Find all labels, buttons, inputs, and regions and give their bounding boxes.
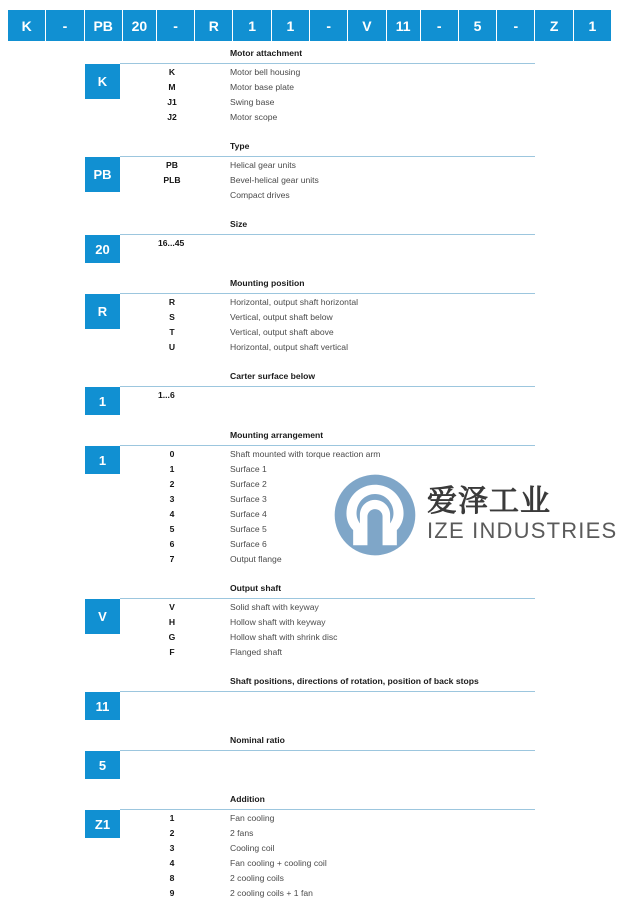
option-code: K xyxy=(168,67,176,77)
option-row xyxy=(0,112,619,127)
option-code: 1 xyxy=(169,464,175,474)
section-divider xyxy=(120,809,535,810)
option-row xyxy=(0,602,619,617)
option-row xyxy=(0,160,619,175)
section-divider xyxy=(120,386,535,387)
section-badge: R xyxy=(85,294,120,329)
section-divider xyxy=(120,156,535,157)
section-title: Shaft positions, directions of rotation, position of back stops xyxy=(230,676,479,686)
option-row xyxy=(0,539,619,554)
option-description: Fan cooling xyxy=(230,813,275,823)
option-description: Shaft mounted with torque reaction arm xyxy=(230,449,381,459)
section-title: Carter surface below xyxy=(230,371,316,381)
option-code: PLB xyxy=(163,175,181,185)
option-description: Surface 4 xyxy=(230,509,267,519)
option-code: V xyxy=(169,602,175,612)
option-code: 2 xyxy=(169,479,175,489)
option-code: 0 xyxy=(169,449,175,459)
code-cell-0: K xyxy=(8,10,45,41)
code-cell-11: - xyxy=(421,10,458,41)
option-description: Vertical, output shaft below xyxy=(230,312,333,322)
section-title: Mounting position xyxy=(230,278,305,288)
section-divider xyxy=(120,691,535,692)
option-row xyxy=(0,632,619,647)
code-cell-13: - xyxy=(497,10,534,41)
option-row xyxy=(0,509,619,524)
section-divider xyxy=(120,598,535,599)
product-code-bar xyxy=(8,10,611,41)
section-title: Size xyxy=(230,219,248,229)
watermark-english: IZE INDUSTRIES xyxy=(427,517,618,543)
option-code: 6 xyxy=(169,539,175,549)
option-code: 16...45 xyxy=(158,238,185,248)
option-code: R xyxy=(168,297,176,307)
section-badge: 5 xyxy=(85,751,120,779)
option-description: Motor base plate xyxy=(230,82,295,92)
option-code: H xyxy=(168,617,176,627)
section-divider xyxy=(120,63,535,64)
option-code: 8 xyxy=(169,873,175,883)
option-row xyxy=(0,858,619,873)
option-row xyxy=(0,524,619,539)
option-description: Vertical, output shaft above xyxy=(230,327,334,337)
option-description: Horizontal, output shaft horizontal xyxy=(230,297,359,307)
option-row xyxy=(0,390,619,405)
option-code: PB xyxy=(166,160,178,170)
option-row xyxy=(0,238,619,253)
option-row xyxy=(0,82,619,97)
option-row xyxy=(0,449,619,464)
option-description: Surface 1 xyxy=(230,464,267,474)
option-row xyxy=(0,175,619,190)
option-description: 2 cooling coils xyxy=(230,873,284,883)
option-description: 2 cooling coils + 1 fan xyxy=(230,888,313,898)
section-badge: K xyxy=(85,64,120,99)
option-row xyxy=(0,479,619,494)
code-cell-14: Z xyxy=(535,10,572,41)
code-cell-15: 1 xyxy=(574,10,611,41)
option-code: G xyxy=(168,632,176,642)
section-title: Output shaft xyxy=(230,583,282,593)
option-code: 5 xyxy=(169,524,175,534)
option-description: Surface 5 xyxy=(230,524,267,534)
code-cell-12: 5 xyxy=(459,10,496,41)
section-title: Motor attachment xyxy=(230,48,303,58)
option-code: 4 xyxy=(169,509,175,519)
section-divider xyxy=(120,234,535,235)
option-description: Flanged shaft xyxy=(230,647,283,657)
option-description: Cooling coil xyxy=(230,843,275,853)
watermark-chinese: 爱泽工业 xyxy=(427,485,551,519)
option-code: J2 xyxy=(167,112,177,122)
section-badge: 20 xyxy=(85,235,120,263)
option-code: M xyxy=(168,82,176,92)
option-row xyxy=(0,873,619,888)
option-row xyxy=(0,327,619,342)
section-title: Mounting arrangement xyxy=(230,430,324,440)
option-row xyxy=(0,647,619,662)
option-description: 2 fans xyxy=(230,828,254,838)
section-badge: PB xyxy=(85,157,120,192)
code-cell-6: 1 xyxy=(233,10,270,41)
option-row xyxy=(0,297,619,312)
option-row xyxy=(0,843,619,858)
option-description: Helical gear units xyxy=(230,160,296,170)
option-code: 4 xyxy=(169,858,175,868)
option-row xyxy=(0,813,619,828)
code-cell-5: R xyxy=(195,10,232,41)
option-code: 1 xyxy=(169,813,175,823)
option-code: T xyxy=(169,327,175,337)
option-code: 3 xyxy=(169,843,175,853)
option-code: F xyxy=(169,647,175,657)
section-badge: V xyxy=(85,599,120,634)
option-row xyxy=(0,617,619,632)
section-badge: 1 xyxy=(85,446,120,474)
section-badge: 11 xyxy=(85,692,120,720)
code-cell-2: PB xyxy=(85,10,122,41)
option-description: Surface 3 xyxy=(230,494,267,504)
code-cell-9: V xyxy=(348,10,385,41)
option-description: Compact drives xyxy=(230,190,290,200)
option-row xyxy=(0,554,619,569)
code-cell-7: 1 xyxy=(272,10,309,41)
code-cell-10: 11 xyxy=(387,10,420,41)
code-cell-8: - xyxy=(310,10,347,41)
option-row xyxy=(0,97,619,112)
section-divider xyxy=(120,293,535,294)
option-description: Motor scope xyxy=(230,112,278,122)
option-description: Surface 2 xyxy=(230,479,267,489)
option-row xyxy=(0,464,619,479)
option-code: 2 xyxy=(169,828,175,838)
option-description: Solid shaft with keyway xyxy=(230,602,319,612)
option-row xyxy=(0,888,619,903)
option-row xyxy=(0,190,619,205)
option-code: U xyxy=(168,342,176,352)
option-code: 9 xyxy=(169,888,175,898)
option-description: Bevel-helical gear units xyxy=(230,175,319,185)
section-divider xyxy=(120,750,535,751)
section-title: Nominal ratio xyxy=(230,735,285,745)
option-description: Hollow shaft with shrink disc xyxy=(230,632,338,642)
code-cell-4: - xyxy=(157,10,194,41)
option-description: Hollow shaft with keyway xyxy=(230,617,326,627)
option-code: 7 xyxy=(169,554,175,564)
option-row xyxy=(0,828,619,843)
option-description: Output flange xyxy=(230,554,282,564)
option-code: 1...6 xyxy=(158,390,175,400)
option-row xyxy=(0,494,619,509)
option-description: Swing base xyxy=(230,97,275,107)
option-description: Horizontal, output shaft vertical xyxy=(230,342,348,352)
option-row xyxy=(0,312,619,327)
option-code: J1 xyxy=(167,97,177,107)
option-row xyxy=(0,342,619,357)
section-title: Addition xyxy=(230,794,265,804)
option-row xyxy=(0,67,619,82)
option-code: S xyxy=(169,312,175,322)
section-title: Type xyxy=(230,141,250,151)
option-description: Motor bell housing xyxy=(230,67,301,77)
section-divider xyxy=(120,445,535,446)
code-cell-1: - xyxy=(46,10,83,41)
option-code: 3 xyxy=(169,494,175,504)
section-badge: 1 xyxy=(85,387,120,415)
section-badge: Z1 xyxy=(85,810,120,838)
option-description: Surface 6 xyxy=(230,539,267,549)
option-description: Fan cooling + cooling coil xyxy=(230,858,327,868)
code-cell-3: 20 xyxy=(123,10,156,41)
